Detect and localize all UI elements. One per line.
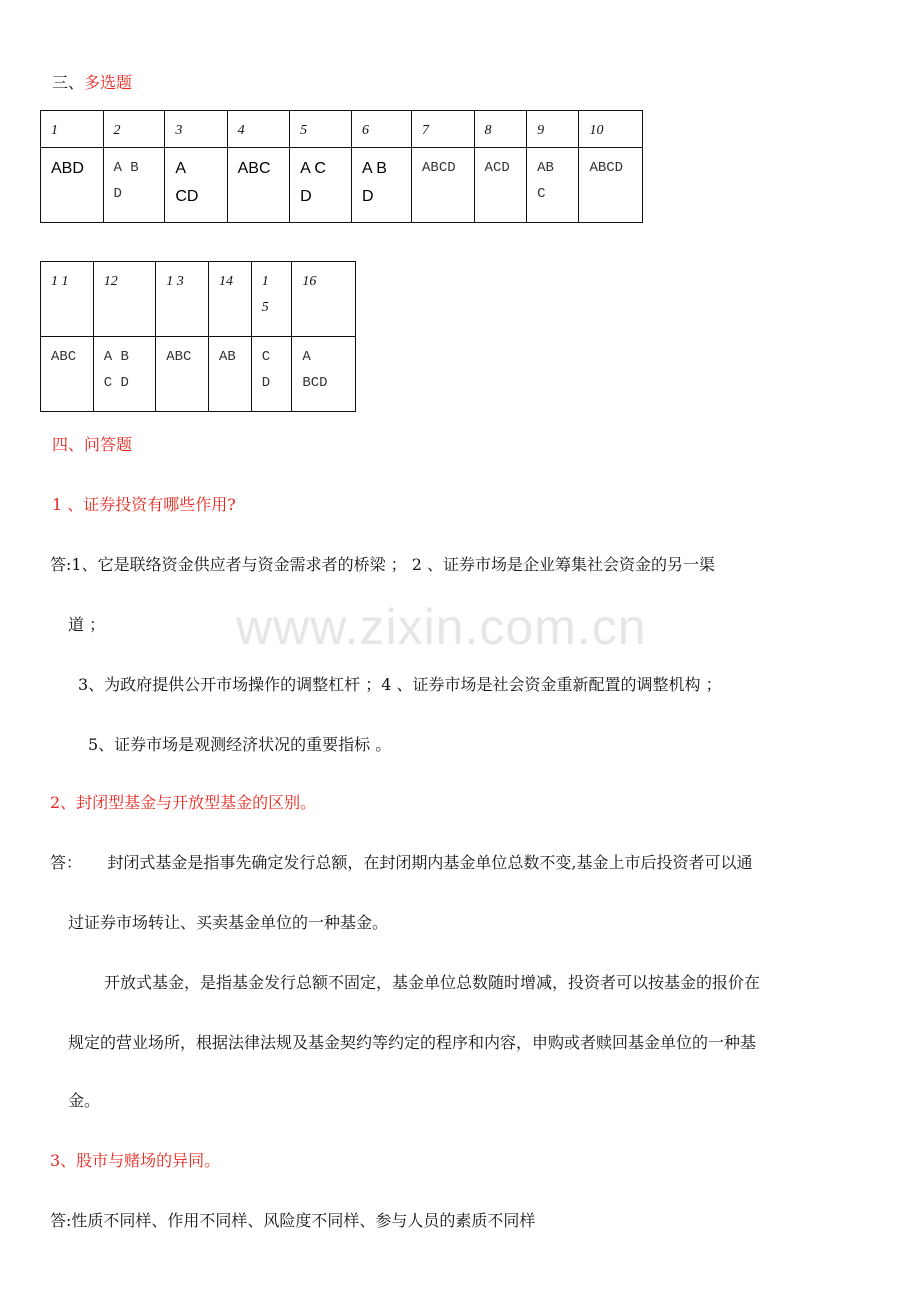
section3-title (52, 70, 132, 93)
table2-answer-cell-text: A (302, 349, 311, 365)
table2-answer-cell-text: C (261, 349, 271, 365)
table2-number-cell-text: 16 (302, 274, 317, 289)
table2-answer-cell-text-line-2: D (261, 375, 271, 391)
table2-answer-cell (41, 337, 94, 412)
table2-answer-cell-text: ABC (166, 349, 192, 365)
section3-prefix: 三、 (52, 73, 85, 92)
table1-answer-cell-text-line-2: D (300, 188, 312, 205)
table2-answer-cell (156, 337, 209, 412)
table2-number-cell (292, 262, 356, 337)
table1-number-cell (103, 111, 165, 148)
table2-answer-cell-text: A B (103, 349, 129, 365)
question-2-answer-line-2: 过证券市场转让、买卖基金单位的一种基金。 (68, 913, 389, 932)
table1-number-cell (41, 111, 104, 148)
answer-table-1 (40, 110, 643, 223)
table2-number-cell-text: 14 (218, 274, 233, 289)
table2-number-cell-text: 12 (103, 274, 118, 289)
table2-number-cell-text: 1 1 (51, 274, 69, 289)
table1-number-cell (527, 111, 579, 148)
table1-answer-cell (579, 148, 643, 223)
question-2-answer-line-4: 规定的营业场所，根据法律法规及基金契约等约定的程序和内容，申购或者赎回基金单位的一种基 (68, 1033, 757, 1052)
table2-number-cell (251, 262, 292, 337)
table2-answer-cell-text: AB (218, 349, 236, 365)
table1-number-cell (579, 111, 643, 148)
table1-number-cell-text: 8 (484, 123, 492, 138)
table1-answer-cell-text: ACD (484, 160, 510, 176)
table1-answer-cell (474, 148, 527, 223)
question-3-answer-line-1: 答:性质不同样、作用不同样、风险度不同样、参与人员的素质不同样 (50, 1211, 536, 1230)
table2-number-cell-text: 1 (261, 274, 269, 289)
watermark: www.zixin.com.cn (236, 599, 647, 655)
table1-answer-cell-text: ABC (237, 160, 271, 177)
question-2-title: 2、封闭型基金与开放型基金的区别。 (50, 793, 317, 812)
table1-number-cell-text: 5 (300, 123, 308, 138)
table2-number-cell (41, 262, 94, 337)
table1-number-cell-text: 2 (113, 123, 121, 138)
table2-number-cell-text-line-2: 5 (261, 300, 269, 315)
table1-answer-cell-text: ABD (51, 160, 84, 177)
table1-number-cell (352, 111, 412, 148)
table2-answer-cell (292, 337, 356, 412)
table1-answer-cell-text: ABCD (589, 160, 624, 176)
question-1-answer-line-4: 5、证券市场是观测经济状况的重要指标 。 (88, 735, 392, 754)
table1-answer-row (41, 148, 643, 223)
table2-answer-row (41, 337, 356, 412)
table2-number-row (41, 262, 356, 337)
table1-number-cell (165, 111, 227, 148)
table2-answer-cell-text: ABC (51, 349, 77, 365)
table1-answer-cell-text: AB (537, 160, 554, 176)
table1-answer-cell-text: ABCD (422, 160, 456, 176)
table1-answer-cell (41, 148, 104, 223)
section4-title: 四、问答题 (52, 435, 133, 454)
table1-number-row (41, 111, 643, 148)
table1-answer-cell (290, 148, 352, 223)
table1-number-cell-text: 1 (51, 123, 58, 138)
table1-number-cell-text: 9 (537, 123, 545, 138)
table1-answer-cell-text: A (175, 160, 187, 177)
table2-answer-cell (208, 337, 251, 412)
table1-answer-cell (412, 148, 475, 223)
table1-answer-cell (165, 148, 227, 223)
table1-number-cell-text: 4 (237, 123, 245, 138)
table1-number-cell-text: 7 (422, 123, 430, 138)
table2-number-cell (208, 262, 251, 337)
question-1-answer-line-2: 道 ； (68, 615, 106, 634)
table2-number-cell-text: 1 3 (166, 274, 184, 289)
table1-number-cell (290, 111, 352, 148)
table1-number-cell (227, 111, 290, 148)
table1-answer-cell-text: A B (362, 160, 387, 177)
table1-number-cell (412, 111, 475, 148)
question-2-answer-line-1: 答： 封闭式基金是指事先确定发行总额，在封闭期内基金单位总数不变,基金上市后投资者可以通 (50, 853, 753, 872)
table1-answer-cell-text: A B (113, 160, 139, 176)
table1-number-cell (474, 111, 527, 148)
table1-answer-cell (352, 148, 412, 223)
question-1-title: 1 、证券投资有哪些作用? (52, 495, 236, 514)
table1-answer-cell-text-line-2: D (113, 186, 122, 202)
table1-number-cell-text: 10 (589, 123, 604, 138)
table2-answer-cell (251, 337, 292, 412)
table2-answer-cell-text-line-2: C D (103, 375, 129, 391)
table2-number-cell (156, 262, 209, 337)
table1-answer-cell (227, 148, 290, 223)
table1-answer-cell-text-line-2: C (537, 186, 546, 202)
question-2-answer-line-5: 金。 (68, 1091, 101, 1110)
section3-label: 多选题 (84, 73, 133, 92)
table1-answer-cell-text-line-2: CD (175, 188, 199, 205)
table2-number-cell (93, 262, 155, 337)
table2-answer-cell (93, 337, 155, 412)
table1-answer-cell-text: A C (300, 160, 326, 177)
table1-answer-cell-text-line-2: D (362, 188, 374, 205)
table1-answer-cell (527, 148, 579, 223)
table2-answer-cell-text-line-2: BCD (302, 375, 328, 391)
table1-number-cell-text: 3 (175, 123, 183, 138)
question-1-answer-line-1: 答:1、它是联络资金供应者与资金需求者的桥梁 ； 2 、证券市场是企业筹集社会资金的另一渠 (50, 555, 716, 574)
table1-number-cell-text: 6 (362, 123, 370, 138)
question-3-title: 3、股市与赌场的异同。 (50, 1151, 221, 1170)
table1-answer-cell (103, 148, 165, 223)
question-1-answer-line-3: 3、为政府提供公开市场操作的调整杠杆 ；4 、证券市场是社会资金重新配置的调整机构 ； (78, 675, 722, 694)
question-2-answer-line-3: 开放式基金，是指基金发行总额不固定，基金单位总数随时增减，投资者可以按基金的报价在 (104, 973, 761, 992)
answer-table-2 (40, 261, 356, 412)
